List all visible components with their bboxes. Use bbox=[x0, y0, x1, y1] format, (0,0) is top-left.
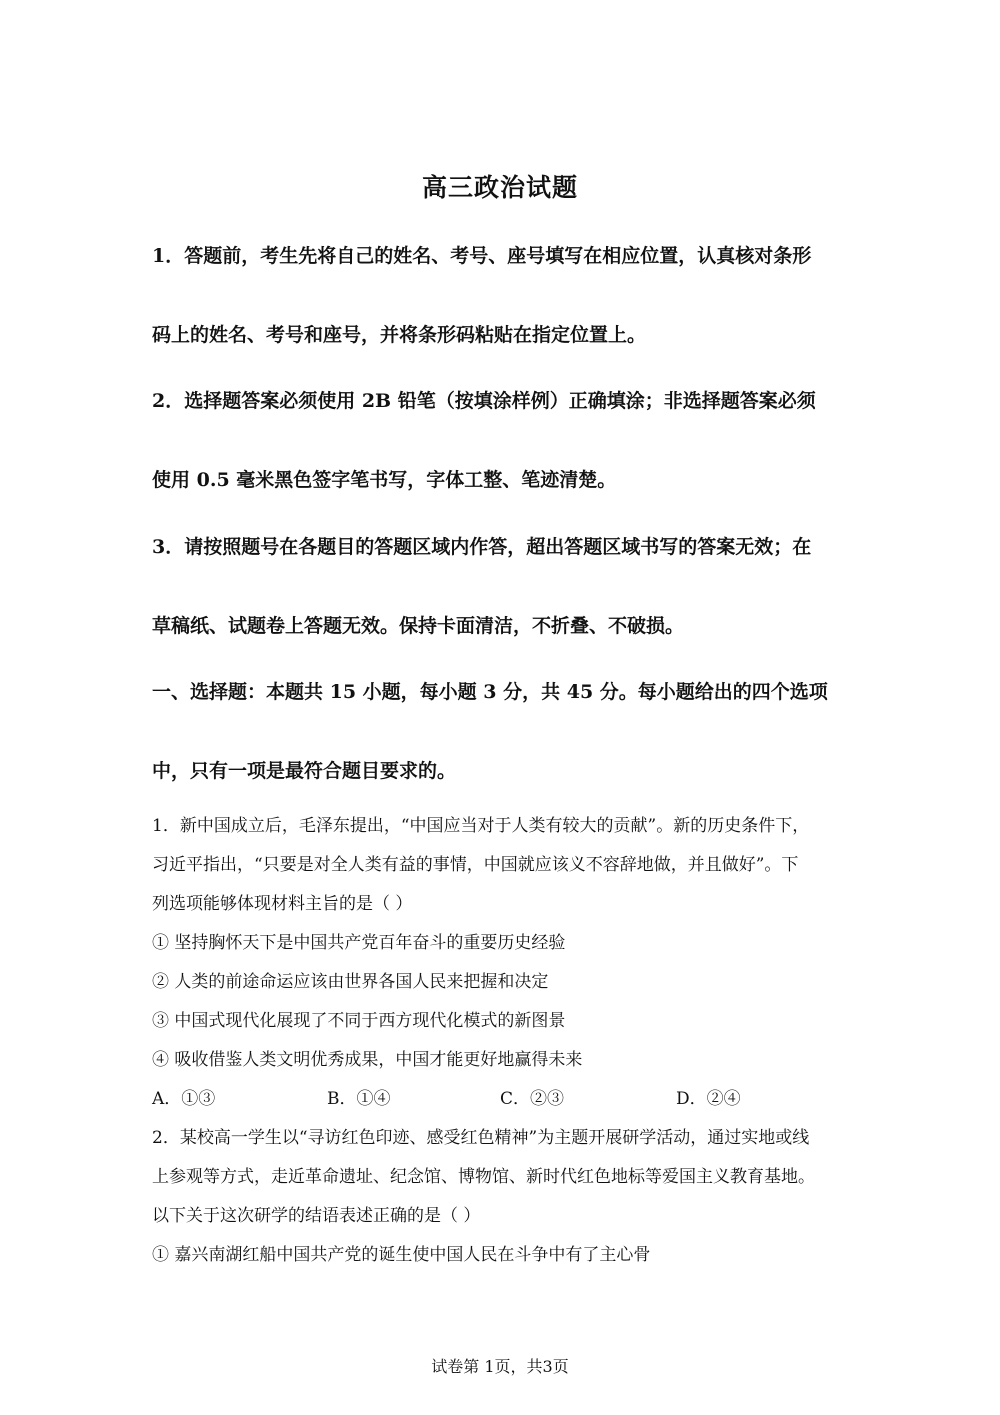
question-1-item: ④ 吸收借鉴人类文明优秀成果，中国才能更好地赢得未来 bbox=[152, 1050, 583, 1070]
question-1-stem: 1．新中国成立后，毛泽东提出，“中国应当对于人类有较大的贡献”。新的历史条件下， bbox=[152, 816, 810, 836]
question-1-item: ① 坚持胸怀天下是中国共产党百年奋斗的重要历史经验 bbox=[152, 933, 566, 953]
question-1-stem: 习近平指出，“只要是对全人类有益的事情，中国就应该义不容辞地做，并且做好”。下 bbox=[152, 855, 799, 875]
question-2-item: ① 嘉兴南湖红船中国共产党的诞生使中国人民在斗争中有了主心骨 bbox=[152, 1245, 651, 1265]
instruction-line: 草稿纸、试题卷上答题无效。保持卡面清洁，不折叠、不破损。 bbox=[152, 615, 685, 637]
question-1-option-d: D．②④ bbox=[676, 1089, 741, 1109]
instruction-line: 2．选择题答案必须使用 2B 铅笔（按填涂样例）正确填涂；非选择题答案必须 bbox=[152, 390, 816, 412]
question-2-stem: 2．某校高一学生以“寻访红色印迹、感受红色精神”为主题开展研学活动，通过实地或线 bbox=[152, 1128, 810, 1148]
section-heading: 一、选择题：本题共 15 小题，每小题 3 分，共 45 分。每小题给出的四个选项 bbox=[152, 681, 828, 703]
section-heading: 中，只有一项是最符合题目要求的。 bbox=[152, 760, 457, 782]
question-1-stem: 列选项能够体现材料主旨的是（ ） bbox=[152, 894, 413, 914]
page-footer: 试卷第 1页，共3页 bbox=[431, 1357, 569, 1376]
question-2-stem: 上参观等方式，走近革命遗址、纪念馆、博物馆、新时代红色地标等爱国主义教育基地。 bbox=[152, 1167, 815, 1187]
instruction-line: 使用 0.5 毫米黑色签字笔书写，字体工整、笔迹清楚。 bbox=[152, 469, 617, 491]
question-1-option-a: A．①③ bbox=[152, 1089, 216, 1109]
question-1-option-b: B．①④ bbox=[327, 1089, 391, 1109]
question-2-stem: 以下关于这次研学的结语表述正确的是（ ） bbox=[152, 1206, 481, 1226]
question-1-item: ③ 中国式现代化展现了不同于西方现代化模式的新图景 bbox=[152, 1011, 566, 1031]
page-title: 高三政治试题 bbox=[421, 173, 578, 202]
instruction-line: 码上的姓名、考号和座号，并将条形码粘贴在指定位置上。 bbox=[152, 324, 647, 346]
instruction-line: 3．请按照题号在各题目的答题区域内作答，超出答题区域书写的答案无效；在 bbox=[152, 536, 812, 558]
question-1-item: ② 人类的前途命运应该由世界各国人民来把握和决定 bbox=[152, 972, 549, 992]
question-1-option-c: C．②③ bbox=[500, 1089, 565, 1109]
instruction-line: 1．答题前，考生先将自己的姓名、考号、座号填写在相应位置，认真核对条形 bbox=[152, 245, 812, 267]
